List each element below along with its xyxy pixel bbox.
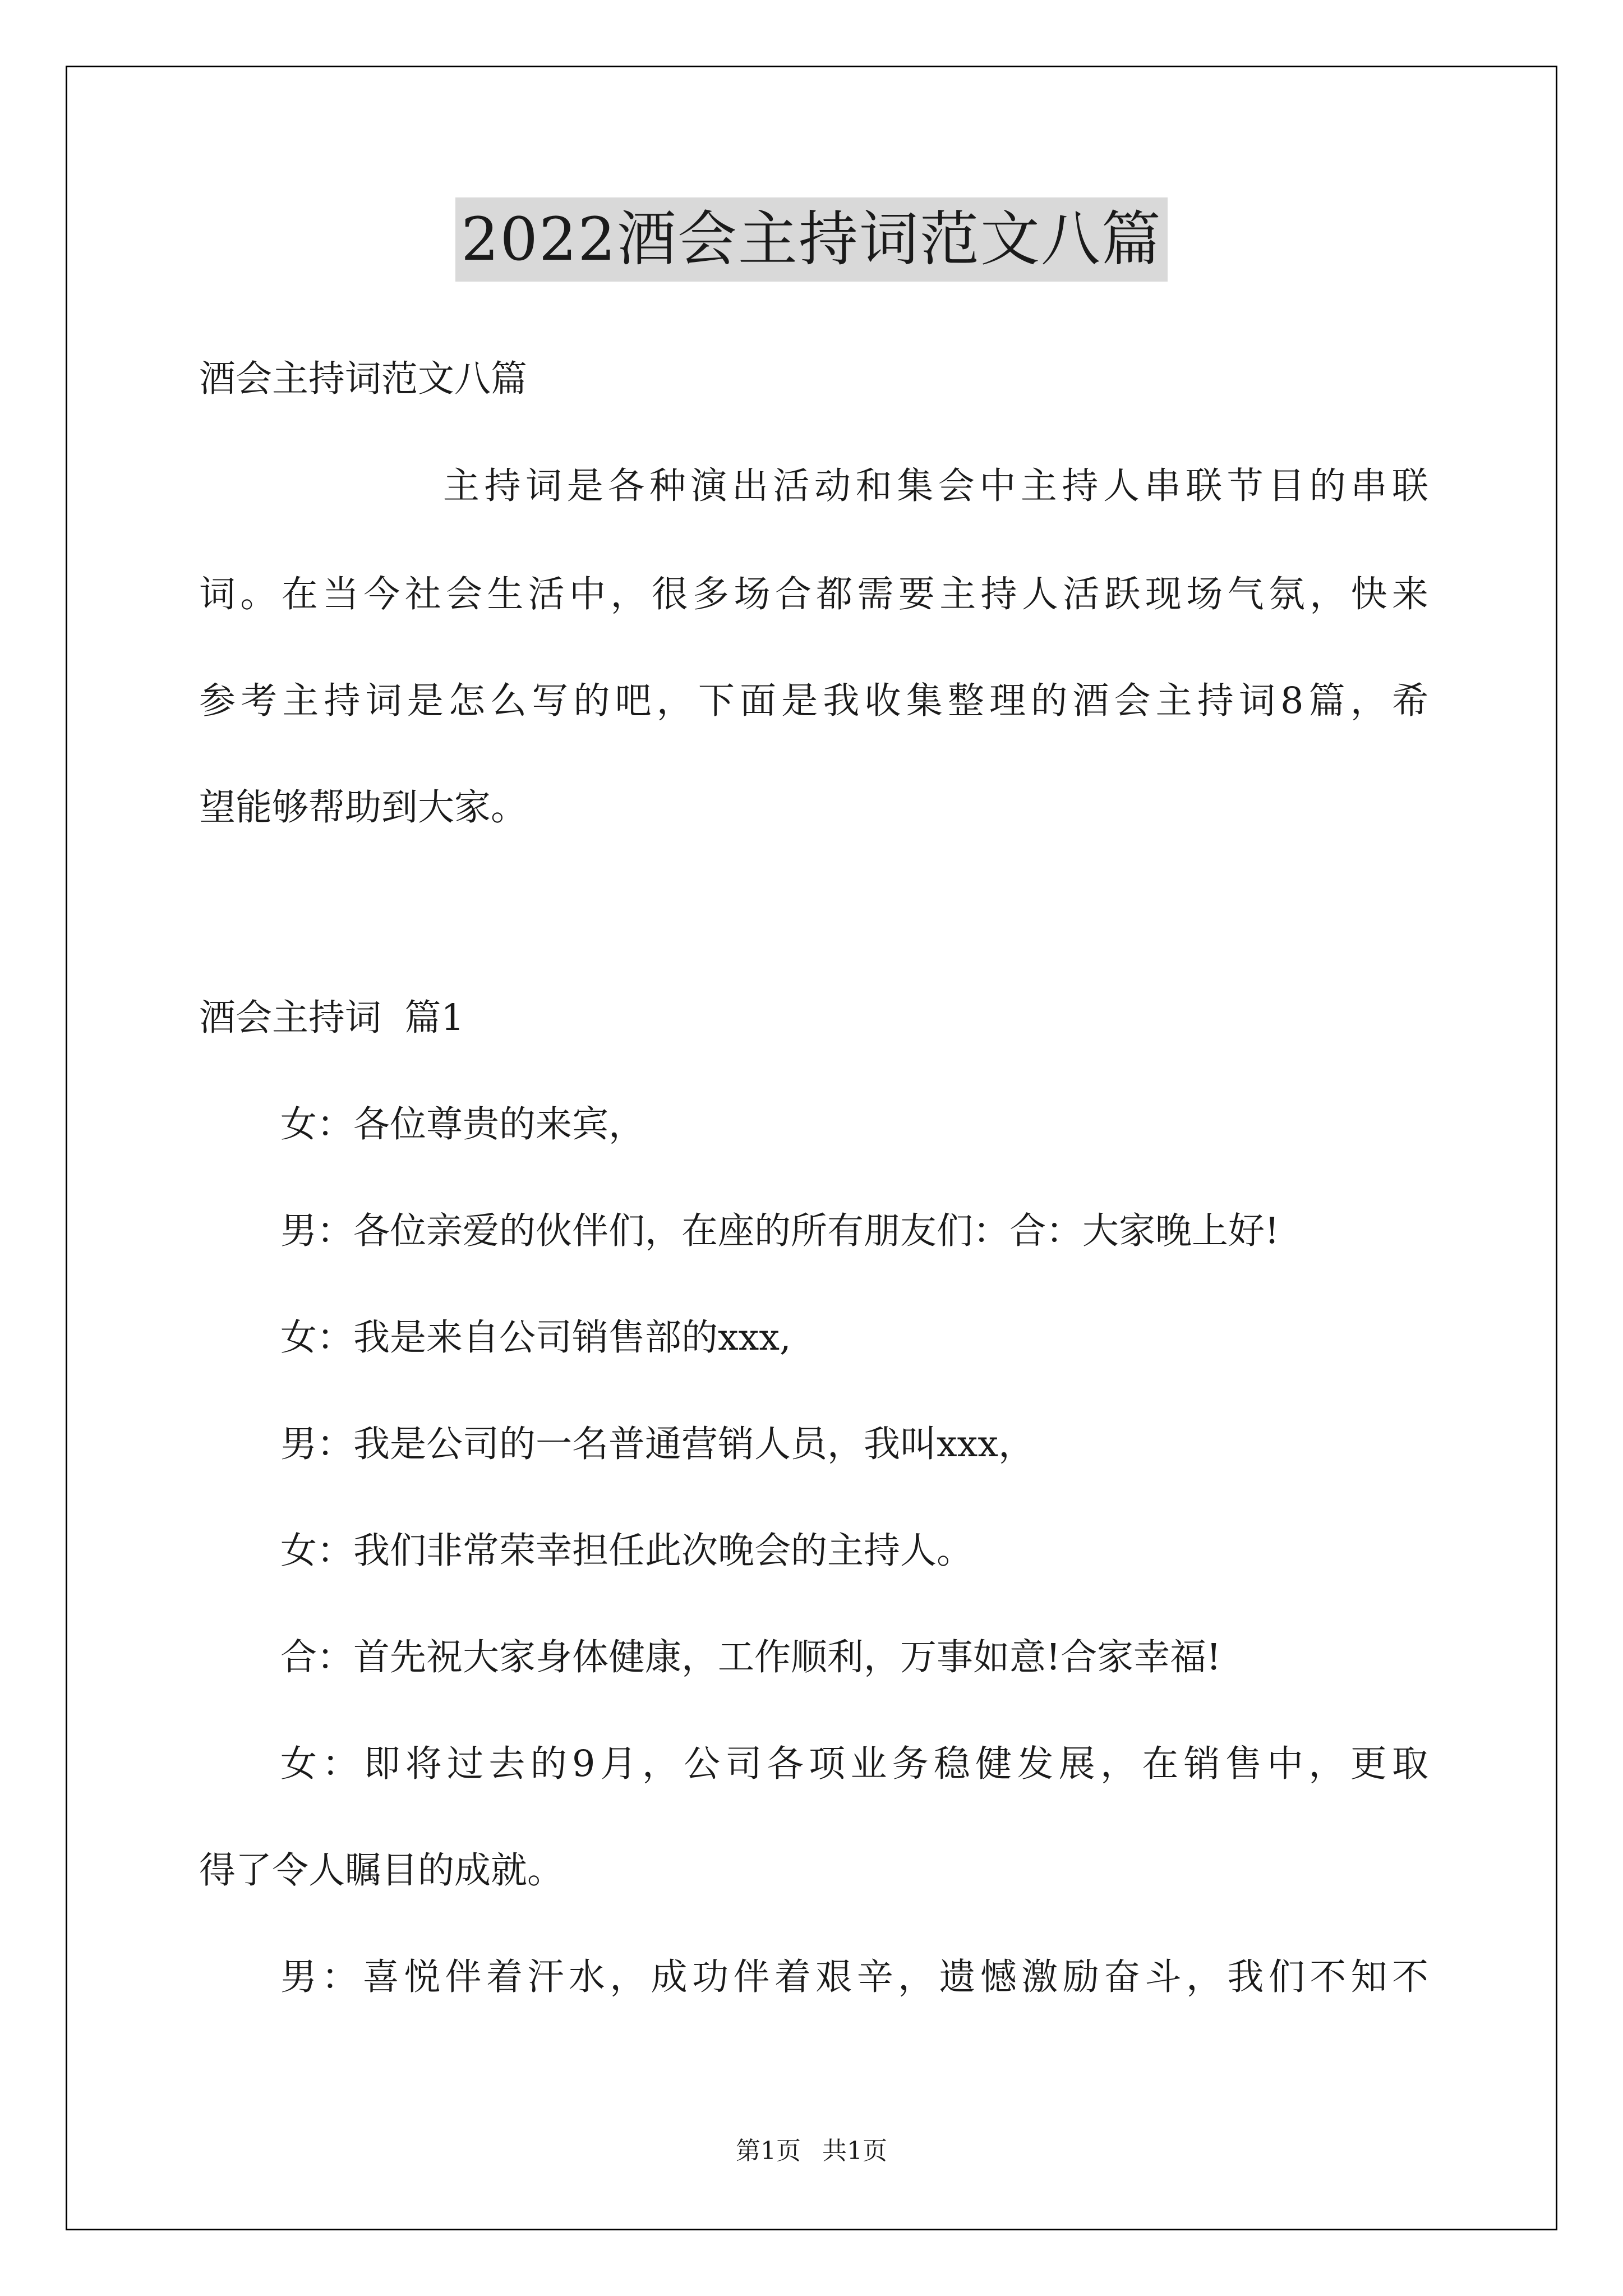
intro-line-2: 词。在当今社会生活中，很多场合都需要主持人活跃现场气氛，快来 [199, 573, 1428, 615]
title-container [0, 197, 1623, 282]
page-footer [0, 2134, 1623, 2168]
script-line: 女：各位尊贵的来宾， [280, 1103, 645, 1145]
intro-line-3: 参考主持词是怎么写的吧，下面是我收集整理的酒会主持词8篇，希 [199, 680, 1428, 722]
script-line: 男：我是公司的一名普通营销人员，我叫xxx， [280, 1423, 1035, 1465]
script-line: 女：即将过去的9月，公司各项业务稳健发展，在销售中，更取 [280, 1743, 1428, 1785]
document-subtitle: 酒会主持词范文八篇 [199, 358, 528, 400]
intro-line-4: 望能够帮助到大家。 [199, 786, 528, 829]
section-heading: 酒会主持词 篇1 [199, 997, 464, 1039]
page-total: 共1页 [822, 2137, 887, 2165]
script-line: 得了令人瞩目的成就。 [199, 1849, 564, 1892]
document-title: 2022酒会主持词范文八篇 [455, 197, 1168, 282]
script-line: 女：我们非常荣幸担任此次晚会的主持人。 [280, 1530, 974, 1572]
script-line: 男：喜悦伴着汗水，成功伴着艰辛，遗憾激励奋斗，我们不知不 [280, 1956, 1428, 1998]
intro-line-1: 主持词是各种演出活动和集会中主持人串联节目的串联 [443, 465, 1428, 507]
script-line: 男：各位亲爱的伙伴们，在座的所有朋友们：合：大家晚上好! [280, 1210, 1280, 1252]
script-line: 女：我是来自公司销售部的xxx, [280, 1317, 791, 1359]
script-line: 合：首先祝大家身体健康，工作顺利，万事如意!合家幸福! [280, 1636, 1221, 1678]
page-number: 第1页 [736, 2137, 801, 2165]
